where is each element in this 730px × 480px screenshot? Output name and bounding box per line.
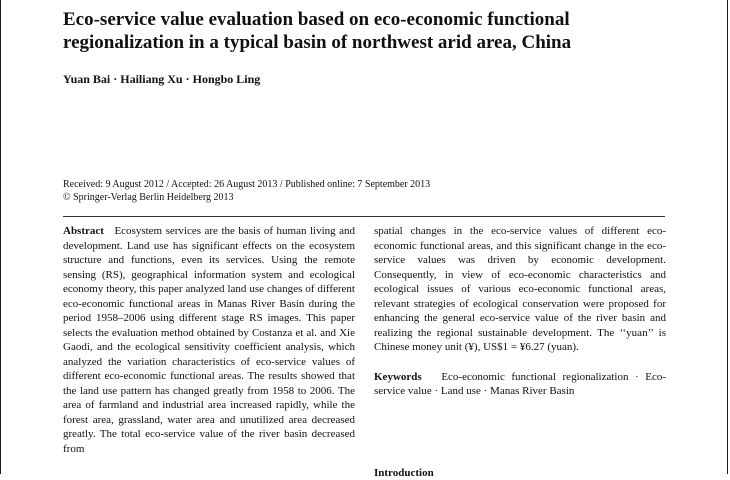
- publication-dates: Received: 9 August 2012 / Accepted: 26 August 2013 / Published online: 7 September 2013: [63, 179, 431, 190]
- keywords-label: Keywords: [374, 370, 422, 383]
- article-history: [63, 178, 430, 204]
- header-rule: [63, 216, 665, 217]
- keywords-paragraph: [374, 370, 666, 399]
- abstract-text-left: Ecosystem services are the basis of human living and development. Land use has significant effects on the ecosystem structure and functions, even its services. Using the remote sensing (RS), geographical information system and ecological economy theory, this paper analyzed land use changes of different eco-economic functional areas in Manas River Basin during the period 1958–2006 using different stage RS images. This paper selects the evaluation method obtained by Costanza et al. and Xie Gaodi, and the ecological sensitivity coefficient analysis, which analyzed the variation characteristics of eco-service values of different eco-economic functional areas. The results showed that the land use pattern has changed greatly from 1958 to 2006. The area of farmland and industrial area increased rapidly, while the forest area, grassland, water area and unutilized area decreased greatly. The total eco-service value of the river basin decreased from: [63, 225, 356, 455]
- abstract-continuation: spatial changes in the eco-service values of different eco-economic functional areas, and this significant change in the eco-service values was driven by economic development. Consequently, in view of eco-economic characteristics and ecological issues of various eco-economic functional areas, relevant strategies of ecological conservation were proposed for enhancing the general eco-service value of the river basin and realizing the regional sustainable development. The ‘‘yuan’’ is Chinese money unit (¥), US$1 = ¥6.27 (yuan).: [374, 225, 666, 353]
- abstract-paragraph: [63, 224, 355, 456]
- keywords-text: Eco-economic functional regionalization · Eco-service value · Land use · Manas River Basin: [374, 370, 667, 397]
- author-list: Yuan Bai · Hailiang Xu · Hongbo Ling: [63, 72, 261, 86]
- abstract-label: Abstract: [63, 225, 104, 237]
- left-column: [63, 224, 355, 456]
- copyright-notice: © Springer-Verlag Berlin Heidelberg 2013: [63, 192, 234, 203]
- introduction-heading: Introduction: [374, 467, 434, 479]
- right-column: [374, 224, 666, 399]
- article-title: Eco-service value evaluation based on eco-economic functional regionalization in a typical basin of northwest arid area, China: [63, 9, 572, 53]
